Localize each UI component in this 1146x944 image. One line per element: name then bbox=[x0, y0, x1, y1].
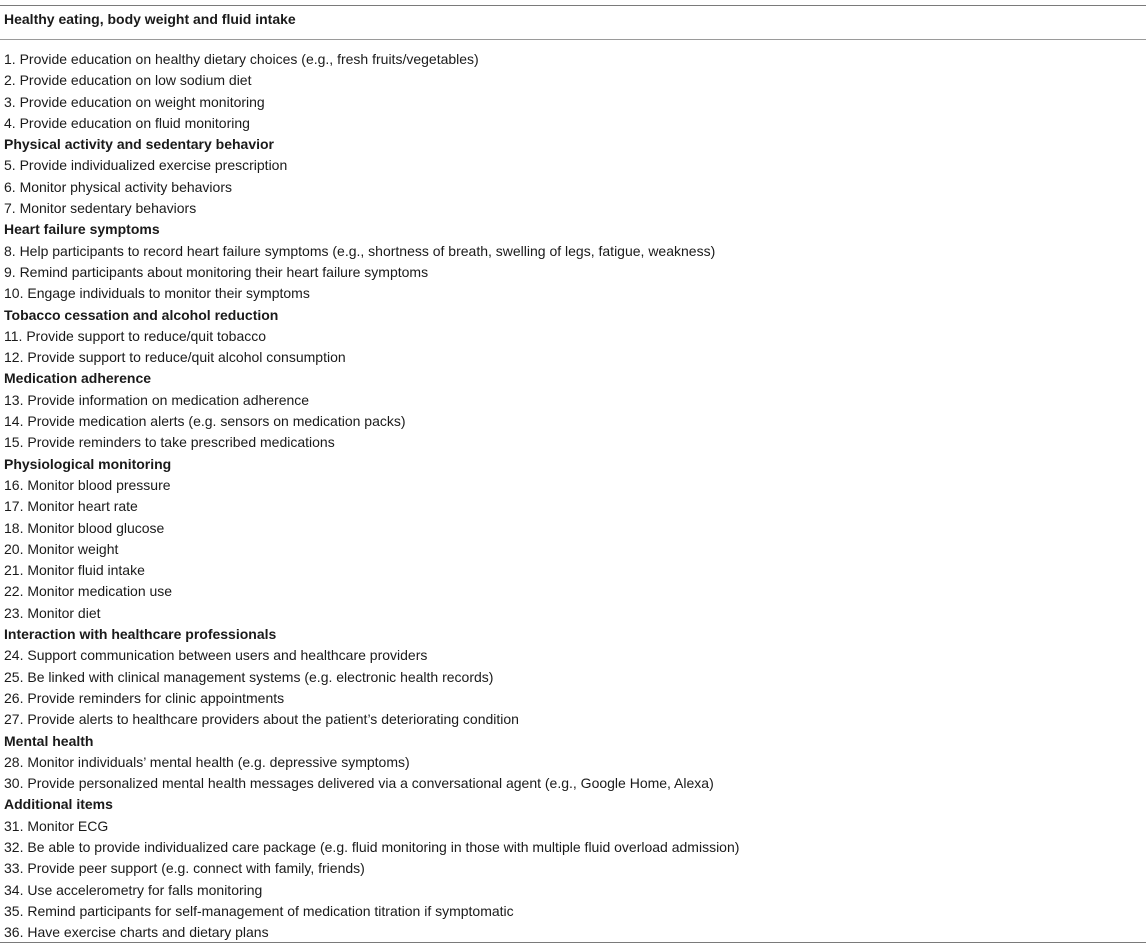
table-top-rule bbox=[0, 5, 1146, 6]
table-header-rule bbox=[0, 39, 1146, 40]
table-row: 10. Engage individuals to monitor their symptoms bbox=[4, 285, 310, 302]
table-row: 26. Provide reminders for clinic appointments bbox=[4, 689, 285, 706]
table-row: 21. Monitor fluid intake bbox=[4, 562, 145, 579]
table-row: 32. Be able to provide individualized care package (e.g. fluid monitoring in those with multiple fluid overload admission) bbox=[4, 838, 740, 855]
section-heading: Tobacco cessation and alcohol reduction bbox=[4, 306, 279, 323]
table-row: 24. Support communication between users and healthcare providers bbox=[4, 647, 428, 664]
table-row: 18. Monitor blood glucose bbox=[4, 519, 165, 536]
table-row: 9. Remind participants about monitoring their heart failure symptoms bbox=[4, 263, 429, 280]
table-row: 33. Provide peer support (e.g. connect with family, friends) bbox=[4, 860, 365, 877]
table-row: 16. Monitor blood pressure bbox=[4, 476, 171, 493]
table-body bbox=[4, 49, 1142, 943]
table-row: 4. Provide education on fluid monitoring bbox=[4, 114, 250, 131]
table-row: 30. Provide personalized mental health messages delivered via a conversational agent (e.g., Google Home, Alexa) bbox=[4, 775, 714, 792]
table-row: 11. Provide support to reduce/quit tobacco bbox=[4, 327, 267, 344]
table-row: 7. Monitor sedentary behaviors bbox=[4, 200, 197, 217]
table-row: 35. Remind participants for self-management of medication titration if symptomatic bbox=[4, 902, 514, 919]
table-header: Healthy eating, body weight and fluid intake bbox=[4, 11, 296, 27]
table-row: 15. Provide reminders to take prescribed medications bbox=[4, 434, 335, 451]
table-row: 5. Provide individualized exercise prescription bbox=[4, 157, 288, 174]
table-row: 22. Monitor medication use bbox=[4, 583, 173, 600]
table-row: 31. Monitor ECG bbox=[4, 817, 109, 834]
table-row: 14. Provide medication alerts (e.g. sensors on medication packs) bbox=[4, 413, 406, 430]
section-heading: Additional items bbox=[4, 796, 113, 813]
table-row: 20. Monitor weight bbox=[4, 540, 119, 557]
table-row: 25. Be linked with clinical management systems (e.g. electronic health records) bbox=[4, 668, 494, 685]
table-row: 27. Provide alerts to healthcare providers about the patient’s deteriorating condition bbox=[4, 711, 519, 728]
table-row: 2. Provide education on low sodium diet bbox=[4, 72, 252, 89]
table-row: 6. Monitor physical activity behaviors bbox=[4, 178, 232, 195]
table-row: 36. Have exercise charts and dietary plans bbox=[4, 924, 269, 941]
section-heading: Medication adherence bbox=[4, 370, 152, 387]
section-heading: Physical activity and sedentary behavior bbox=[4, 136, 275, 153]
table-row: 8. Help participants to record heart failure symptoms (e.g., shortness of breath, swelling of legs, fatigue, weakness) bbox=[4, 242, 716, 259]
table-row: 12. Provide support to reduce/quit alcohol consumption bbox=[4, 349, 346, 366]
table-row: 17. Monitor heart rate bbox=[4, 498, 138, 515]
table-row: 28. Monitor individuals’ mental health (e.g. depressive symptoms) bbox=[4, 753, 410, 770]
section-heading: Interaction with healthcare professionals bbox=[4, 626, 277, 643]
table-row: 34. Use accelerometry for falls monitoring bbox=[4, 881, 263, 898]
section-heading: Physiological monitoring bbox=[4, 455, 172, 472]
table-row: 3. Provide education on weight monitoring bbox=[4, 93, 265, 110]
table-row: 13. Provide information on medication adherence bbox=[4, 391, 310, 408]
table-row: 1. Provide education on healthy dietary choices (e.g., fresh fruits/vegetables) bbox=[4, 51, 479, 67]
table-row: 23. Monitor diet bbox=[4, 604, 101, 621]
section-heading: Mental health bbox=[4, 732, 94, 749]
section-heading: Heart failure symptoms bbox=[4, 221, 160, 238]
table-bottom-rule bbox=[0, 942, 1146, 943]
